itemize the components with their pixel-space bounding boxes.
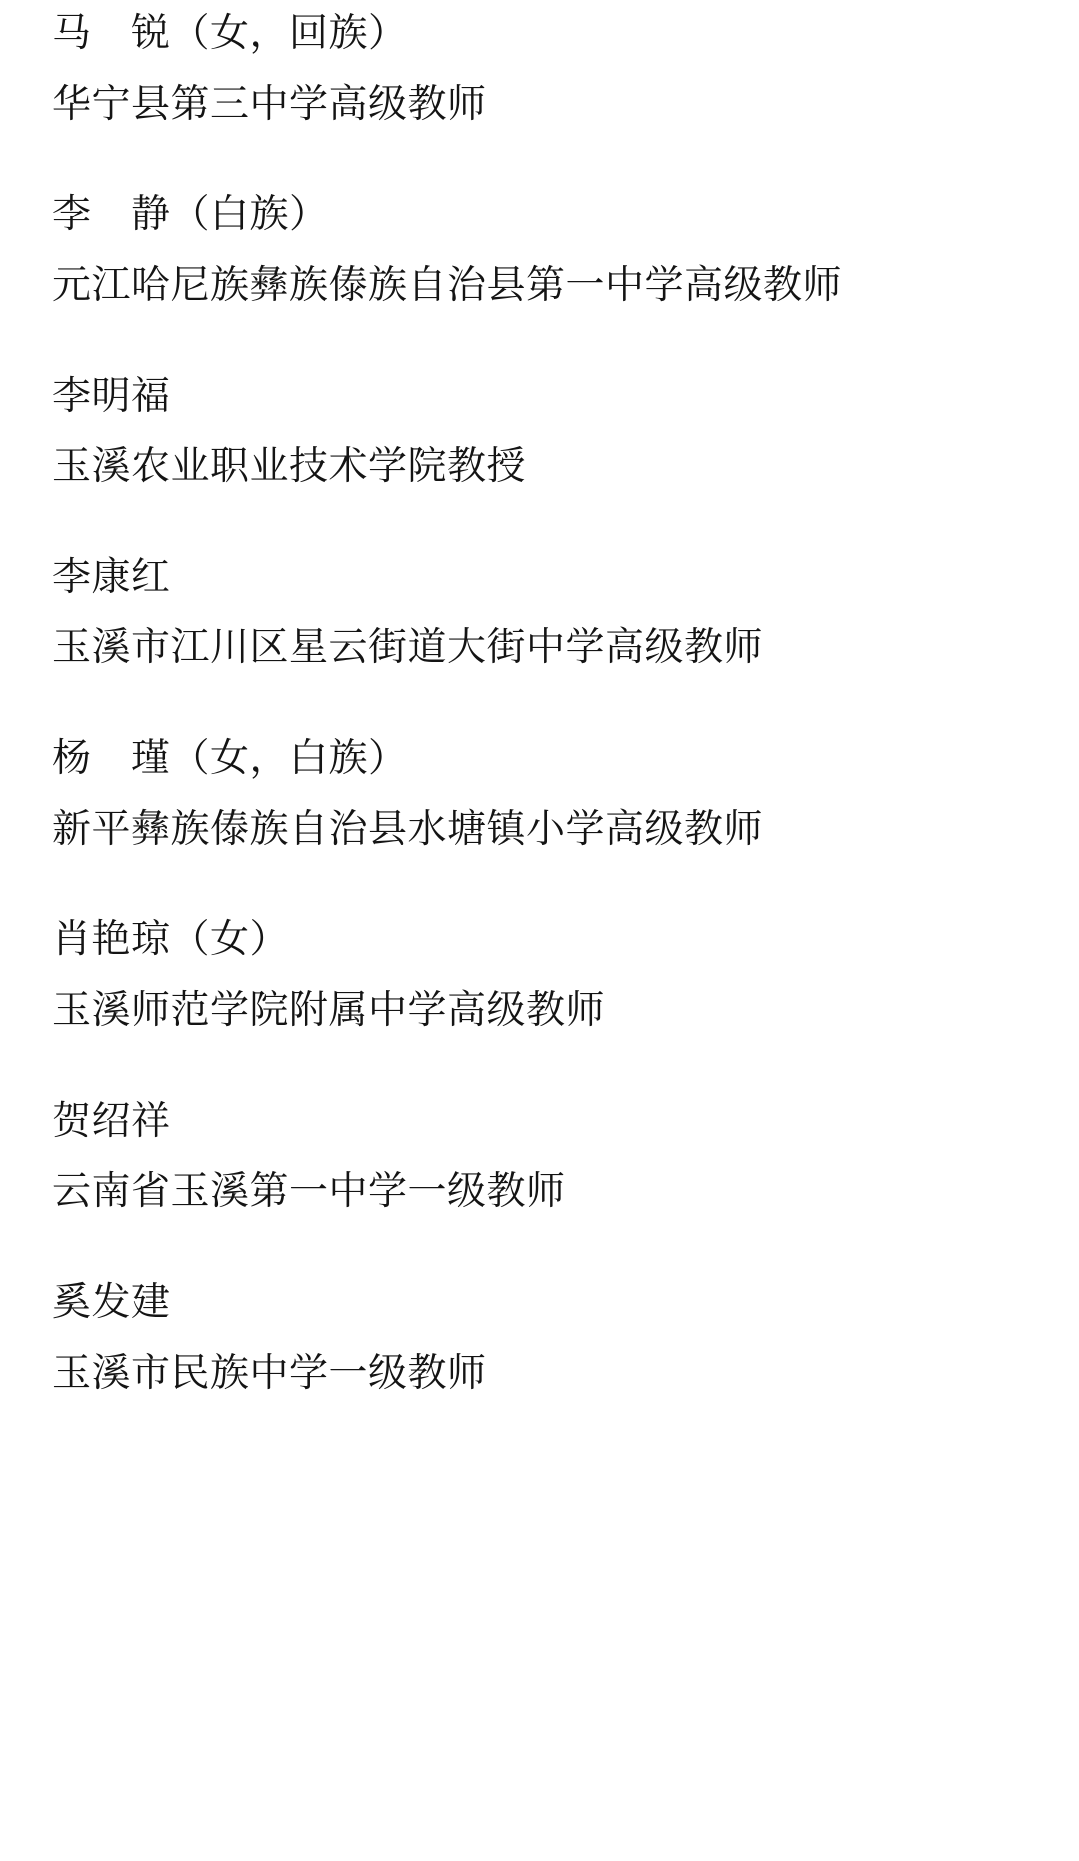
list-item (52, 733, 1039, 856)
person-title: 玉溪师范学院附属中学高级教师 (52, 989, 606, 1033)
person-name: 李康红 (52, 555, 171, 599)
person-title: 玉溪市江川区星云街道大街中学高级教师 (52, 626, 764, 670)
list-item (52, 8, 1039, 131)
list-item (52, 1277, 1039, 1400)
person-title: 玉溪农业职业技术学院教授 (52, 445, 527, 489)
person-title: 玉溪市民族中学一级教师 (52, 1351, 487, 1395)
person-title: 云南省玉溪第一中学一级教师 (52, 1170, 566, 1214)
person-title: 华宁县第三中学高级教师 (52, 82, 487, 126)
person-title: 新平彝族傣族自治县水塘镇小学高级教师 (52, 807, 764, 851)
list-item (52, 371, 1039, 494)
person-name: 肖艳琼（女） (52, 918, 290, 962)
list-item (52, 189, 1039, 312)
person-name: 贺绍祥 (52, 1099, 171, 1143)
list-item (52, 914, 1039, 1037)
person-name: 奚发建 (52, 1280, 171, 1324)
person-name: 李明福 (52, 374, 171, 418)
person-name: 杨 瑾（女，白族） (52, 737, 408, 781)
person-name: 李 静（白族） (52, 193, 329, 237)
list-item (52, 1096, 1039, 1219)
list-item (52, 552, 1039, 675)
person-title: 元江哈尼族彝族傣族自治县第一中学高级教师 (52, 263, 843, 307)
person-name: 马 锐（女，回族） (52, 12, 408, 55)
